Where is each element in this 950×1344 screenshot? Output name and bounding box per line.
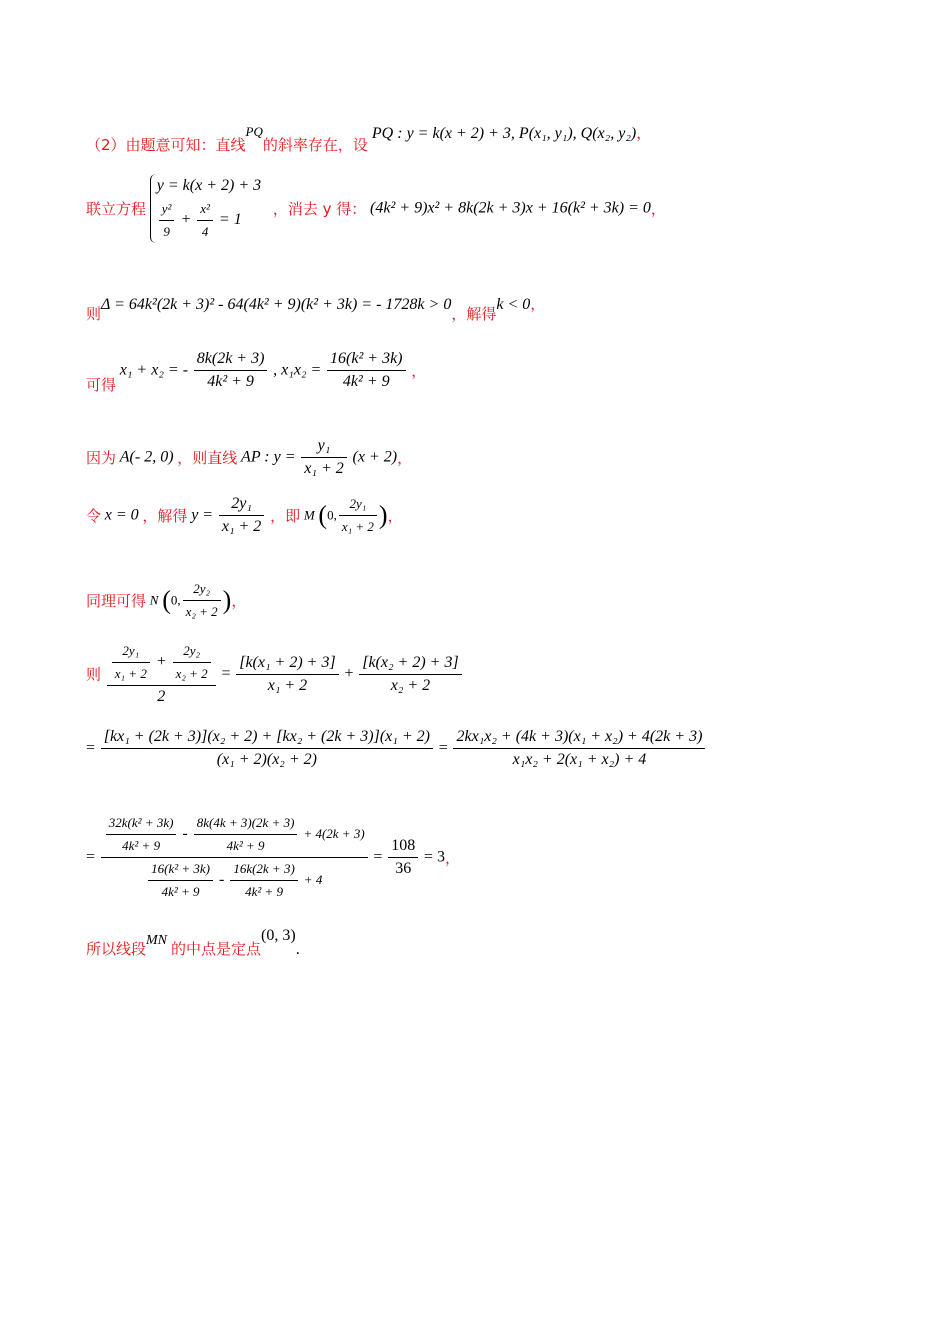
math: 4k² + 9 (342, 373, 390, 390)
line-result: = $\frac{\text{32k(k² + 3k)}}{\text{4k² + 9}}$ - $\frac{8k(4k + 3)(2k + 3)}{\text{4k² + 9}}$ + 4(2k + 3) $\frac{\text{16(k² + 3k)}}{\text{4k² + 9}}$ - $\frac{16k(2k + 3)}{\text{4k² + 9}}$ + 4 = $\frac{108}{36}$ = 3， (86, 812, 460, 903)
text: 的中点是定点 (171, 940, 262, 958)
text: 的斜率存在，设 (262, 136, 368, 154)
text: ， (411, 362, 427, 380)
math: k < 0 (496, 296, 531, 313)
math: 8k(2k + 3) (194, 348, 268, 371)
math: y = (191, 506, 214, 524)
math: PQ : y = k(x + 2) + 3, P(x₁, y₁), Q(x₂, y₂) (371, 125, 637, 142)
math: AP : y = (241, 448, 296, 466)
line-midpoint: 则 $\frac{\text{2y₁}}{\text{x₁ + 2}}$ + $\frac{\text{2y₂}}{\text{x₂ + 2}}$ 2 = $\frac{\text{[k(x₁ + 2) + 3]}}{\text{x₁ + 2}}$ + $\frac{\text{[k(x₂ + 2) + 3]}}{\text{x₂ + 2}}$ (86, 640, 464, 708)
math: (x₁ + 2)(x₂ + 2) (216, 751, 317, 768)
math: x₁ + 2 (221, 518, 262, 535)
math: 2y₂ (173, 640, 211, 663)
math: x₁ + 2 (341, 519, 374, 534)
text: 所以线段 (86, 940, 147, 958)
text: 因为 (86, 449, 117, 467)
math: 108 (388, 835, 418, 858)
math: 2y₁ (112, 640, 150, 663)
math: = 1 (218, 211, 242, 229)
math: x₁ + 2 (114, 666, 147, 681)
text: ， (636, 124, 652, 142)
math: 4k² + 9 (122, 838, 161, 853)
math: 16(k² + 3k) (148, 858, 213, 881)
math: 4k² + 9 (161, 884, 200, 899)
math: x₁ + 2 (267, 676, 308, 694)
line-conclusion (86, 927, 300, 958)
math: 36 (395, 860, 412, 877)
math: y² (159, 198, 175, 221)
equation-system: y = k(x + 2) + 3 $\frac{\text{y²}}{9}$ + $\frac{\text{x²}}{4}$ = 1 (150, 174, 261, 243)
text: ， (397, 449, 413, 467)
math: N (149, 592, 159, 608)
line-m: 令 x = 0 ，解得 y = $\frac{\text{2y₁}}{\text{x₁ + 2}}$ ，即 M (0, $\frac{\text{2y₁}}{\text{x₁ + 2}}$ )， (86, 493, 403, 538)
line-discriminant (86, 293, 546, 323)
math: (4k² + 9)x² + 8k(2k + 3)x + 16(k² + 3k) = 0 (370, 199, 651, 217)
math: x₂ + 2 (185, 604, 218, 619)
text: ，即 (270, 507, 301, 525)
math: MN (146, 933, 168, 948)
math: 32k(k² + 3k) (106, 812, 177, 835)
math: 2y₁ (219, 493, 264, 516)
math: 2y₁ (339, 493, 377, 516)
math: (x + 2) (352, 448, 398, 466)
text: ， (650, 200, 666, 218)
line-ap (86, 435, 412, 480)
math: + 4(2k + 3) (303, 826, 365, 842)
math: 4k² + 9 (226, 838, 265, 853)
text: ，解得 (451, 305, 497, 323)
line-n: 同理可得 N (0, $\frac{\text{2y₂}}{\text{x₂ + 2}}$ )， (86, 578, 246, 623)
math: x₁x₂ + 2(x₁ + x₂) + 4 (512, 751, 647, 768)
text: 则 (86, 665, 102, 684)
math: , x₁x₂ = (273, 361, 322, 379)
math: 2kx₁x₂ + (4k + 3)(x₁ + x₂) + 4(2k + 3) (453, 726, 705, 749)
math: 8k(4k + 3)(2k + 3) (194, 812, 298, 835)
text: 联立方程 (86, 200, 147, 218)
text: 则 (86, 305, 102, 323)
math: x₁ + x₂ = - (119, 361, 189, 379)
math: [k(x₁ + 2) + 3] (236, 652, 338, 675)
math: 4k² + 9 (207, 373, 254, 390)
text: ，解得 (142, 507, 188, 525)
math: x₁ + 2 (304, 460, 344, 477)
math: M (303, 507, 315, 523)
math: y₁ (301, 435, 346, 458)
text: ， (231, 592, 247, 610)
math: 9 (163, 224, 170, 239)
math: 2y₂ (183, 578, 221, 601)
math: . (295, 941, 300, 958)
math: A(- 2, 0) (119, 448, 174, 466)
line-vieta (86, 348, 426, 393)
math: = 3 (423, 848, 445, 866)
text: 可得 (86, 376, 117, 394)
text: ，则直线 (177, 449, 238, 467)
math: y = k(x + 2) + 3 (156, 177, 262, 194)
text: 同理可得 (86, 592, 147, 610)
math: x₂ + 2 (390, 676, 431, 694)
math: (0, 3) (261, 927, 296, 944)
math: 16(k² + 3k) (327, 348, 405, 371)
text: 令 (86, 507, 102, 525)
math: 4 (201, 224, 209, 239)
math: 4k² + 9 (245, 884, 284, 899)
math: 16k(2k + 3) (230, 858, 297, 881)
text: ， (530, 295, 546, 313)
math: x = 0 (104, 506, 139, 524)
math: + 4 (303, 872, 323, 888)
math: [kx₁ + (2k + 3)](x₂ + 2) + [kx₂ + (2k + 3)](x₁ + 2) (101, 726, 433, 749)
math: [k(x₂ + 2) + 3] (359, 652, 461, 675)
line-setup (86, 122, 652, 154)
text: ， (387, 507, 403, 525)
math: x² (197, 198, 213, 221)
line-system (86, 174, 666, 243)
math: PQ (245, 124, 263, 139)
math: x₂ + 2 (175, 666, 208, 681)
text: ， (444, 849, 460, 867)
text: ，消去 y 得： (272, 200, 367, 218)
math: Δ = 64k²(2k + 3)² - 64(4k² + 9)(k² + 3k) = - 1728k > 0 (101, 296, 452, 313)
text: （2）由题意可知：直线 (86, 136, 246, 154)
math: 2 (157, 688, 166, 705)
line-expand: = $\frac{\text{[kx₁ + (2k + 3)](x₂ + 2) + [kx₂ + (2k + 3)](x₁ + 2)}}{\text{(x₁ + 2)(x₂ + 2)}}$ = $\frac{\text{2kx₁x₂ + (4k + 3)(x₁ + x₂) + 4(2k + 3)}}{\text{x₁x₂ + 2(x₁ + x₂) + 4}}$ (86, 726, 707, 771)
